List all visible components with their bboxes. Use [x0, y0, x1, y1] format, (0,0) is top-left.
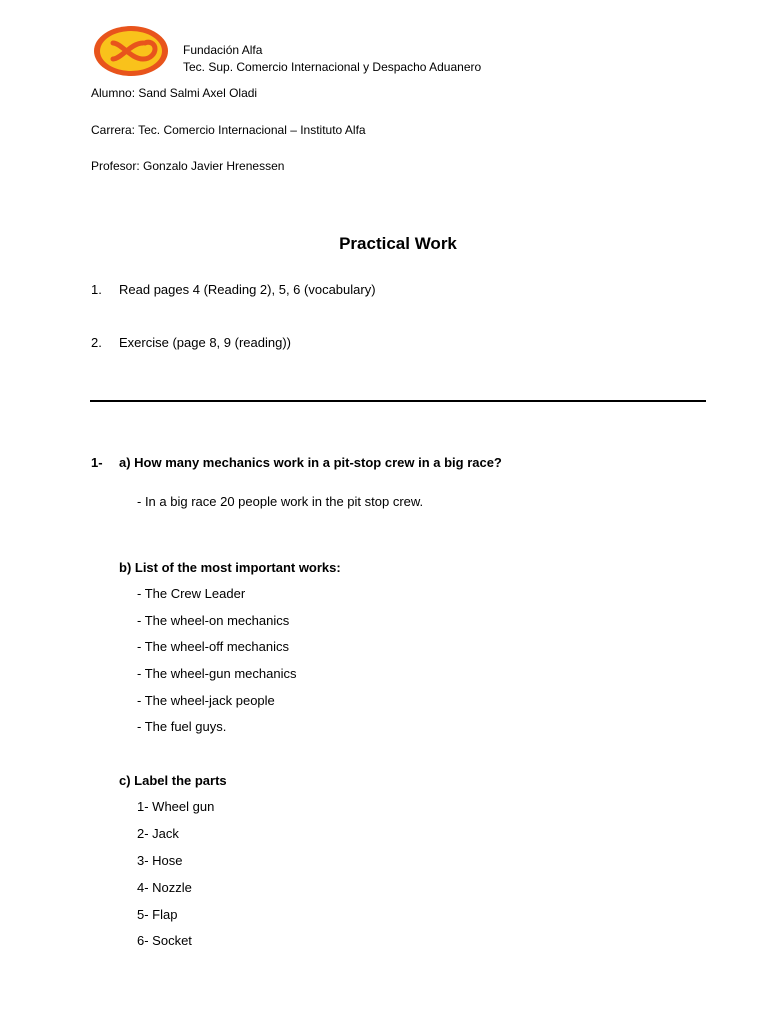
list-item: - The wheel-jack people: [137, 693, 275, 708]
fundacion-alfa-logo-icon: [93, 25, 169, 77]
list-item: 2- Jack: [137, 826, 179, 841]
list-item: - The wheel-gun mechanics: [137, 666, 297, 681]
list-item: - The wheel-off mechanics: [137, 639, 289, 654]
question-c: c) Label the parts: [119, 773, 227, 788]
page-title: Practical Work: [339, 234, 457, 253]
task-text-2: Exercise (page 8, 9 (reading)): [119, 335, 291, 350]
task-number-2: 2.: [91, 335, 102, 350]
question-b: b) List of the most important works:: [119, 560, 341, 575]
list-item: 3- Hose: [137, 853, 183, 868]
section-number: 1-: [91, 455, 103, 470]
task-number-1: 1.: [91, 282, 102, 297]
header-line-1: Fundación Alfa: [183, 43, 263, 57]
question-a: a) How many mechanics work in a pit-stop crew in a big race?: [119, 455, 502, 470]
carrera-label: Carrera: Tec. Comercio Internacional – Instituto Alfa: [91, 123, 366, 137]
profesor-label: Profesor: Gonzalo Javier Hrenessen: [91, 159, 285, 173]
header-line-2: Tec. Sup. Comercio Internacional y Despacho Aduanero: [183, 60, 482, 74]
list-item: - The wheel-on mechanics: [137, 613, 290, 628]
list-item: 1- Wheel gun: [137, 799, 215, 814]
list-item: - The Crew Leader: [137, 586, 246, 601]
answer-a: - In a big race 20 people work in the pit stop crew.: [137, 494, 424, 509]
list-item: - The fuel guys.: [137, 719, 227, 734]
list-item: 6- Socket: [137, 933, 192, 948]
list-item: 4- Nozzle: [137, 880, 192, 895]
list-item: 5- Flap: [137, 907, 178, 922]
divider: [90, 400, 706, 402]
alumno-label: Alumno: Sand Salmi Axel Oladi: [91, 86, 258, 100]
logo: [93, 25, 169, 77]
task-text-1: Read pages 4 (Reading 2), 5, 6 (vocabulary): [119, 282, 376, 297]
